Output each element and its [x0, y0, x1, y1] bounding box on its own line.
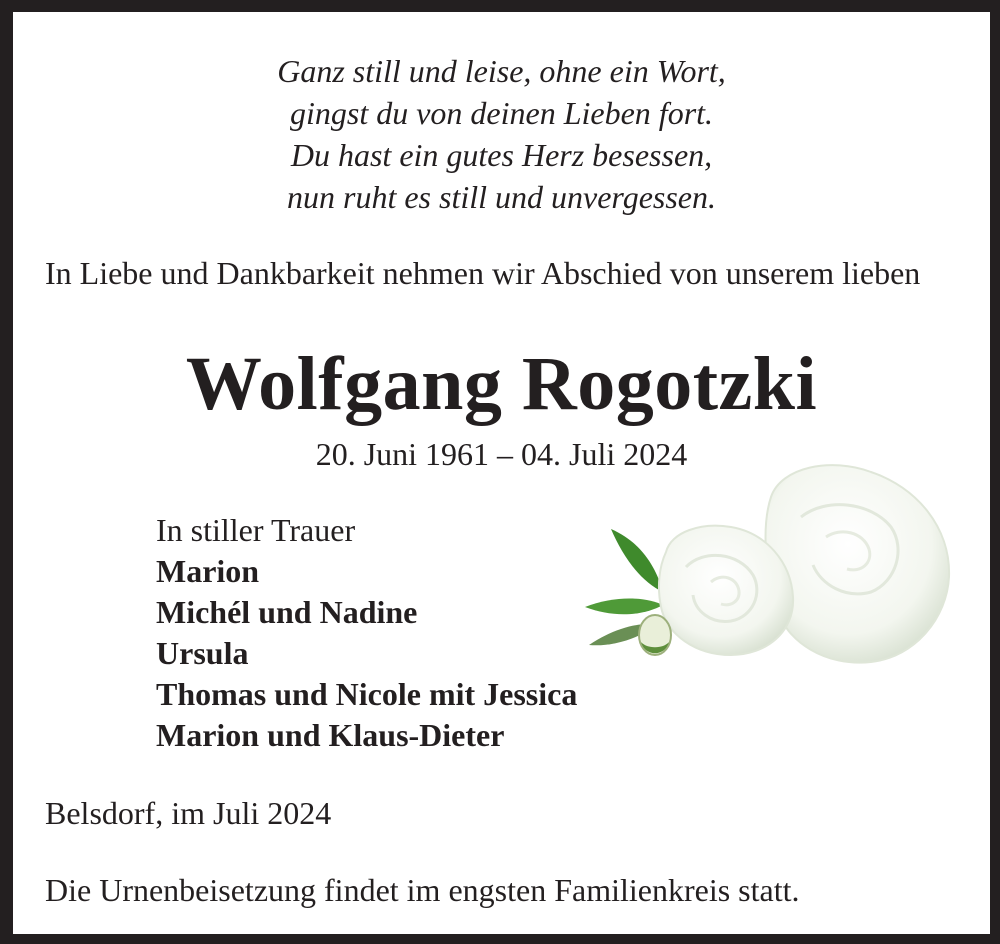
mourner-name: Marion und Klaus-Dieter [156, 717, 505, 753]
life-dates: 20. Juni 1961 – 04. Juli 2024 [315, 436, 688, 472]
poem-line: Ganz still und leise, ohne ein Wort, [277, 53, 726, 89]
place-date: Belsdorf, im Juli 2024 [45, 795, 332, 831]
poem-line: gingst du von deinen Lieben fort. [289, 95, 714, 131]
poem [13, 50, 990, 218]
poem-line: Du hast ein gutes Herz besessen, [290, 137, 713, 173]
mourner-name: Marion [156, 553, 260, 589]
mourner-name: Michél und Nadine [156, 594, 418, 630]
mourner-name: Ursula [156, 635, 249, 671]
white-roses-icon [571, 457, 951, 667]
intro-text: In Liebe und Dankbarkeit nehmen wir Abschied von unserem lieben [45, 255, 921, 291]
burial-notice: Die Urnenbeisetzung findet im engsten Familienkreis statt. [45, 872, 800, 908]
poem-line: nun ruht es still und unvergessen. [287, 179, 716, 215]
mourner-name: Thomas und Nicole mit Jessica [156, 676, 578, 712]
mourners-block [156, 510, 577, 756]
deceased-name: Wolfgang Rogotzki [185, 342, 818, 426]
mourners-heading: In stiller Trauer [156, 512, 356, 548]
